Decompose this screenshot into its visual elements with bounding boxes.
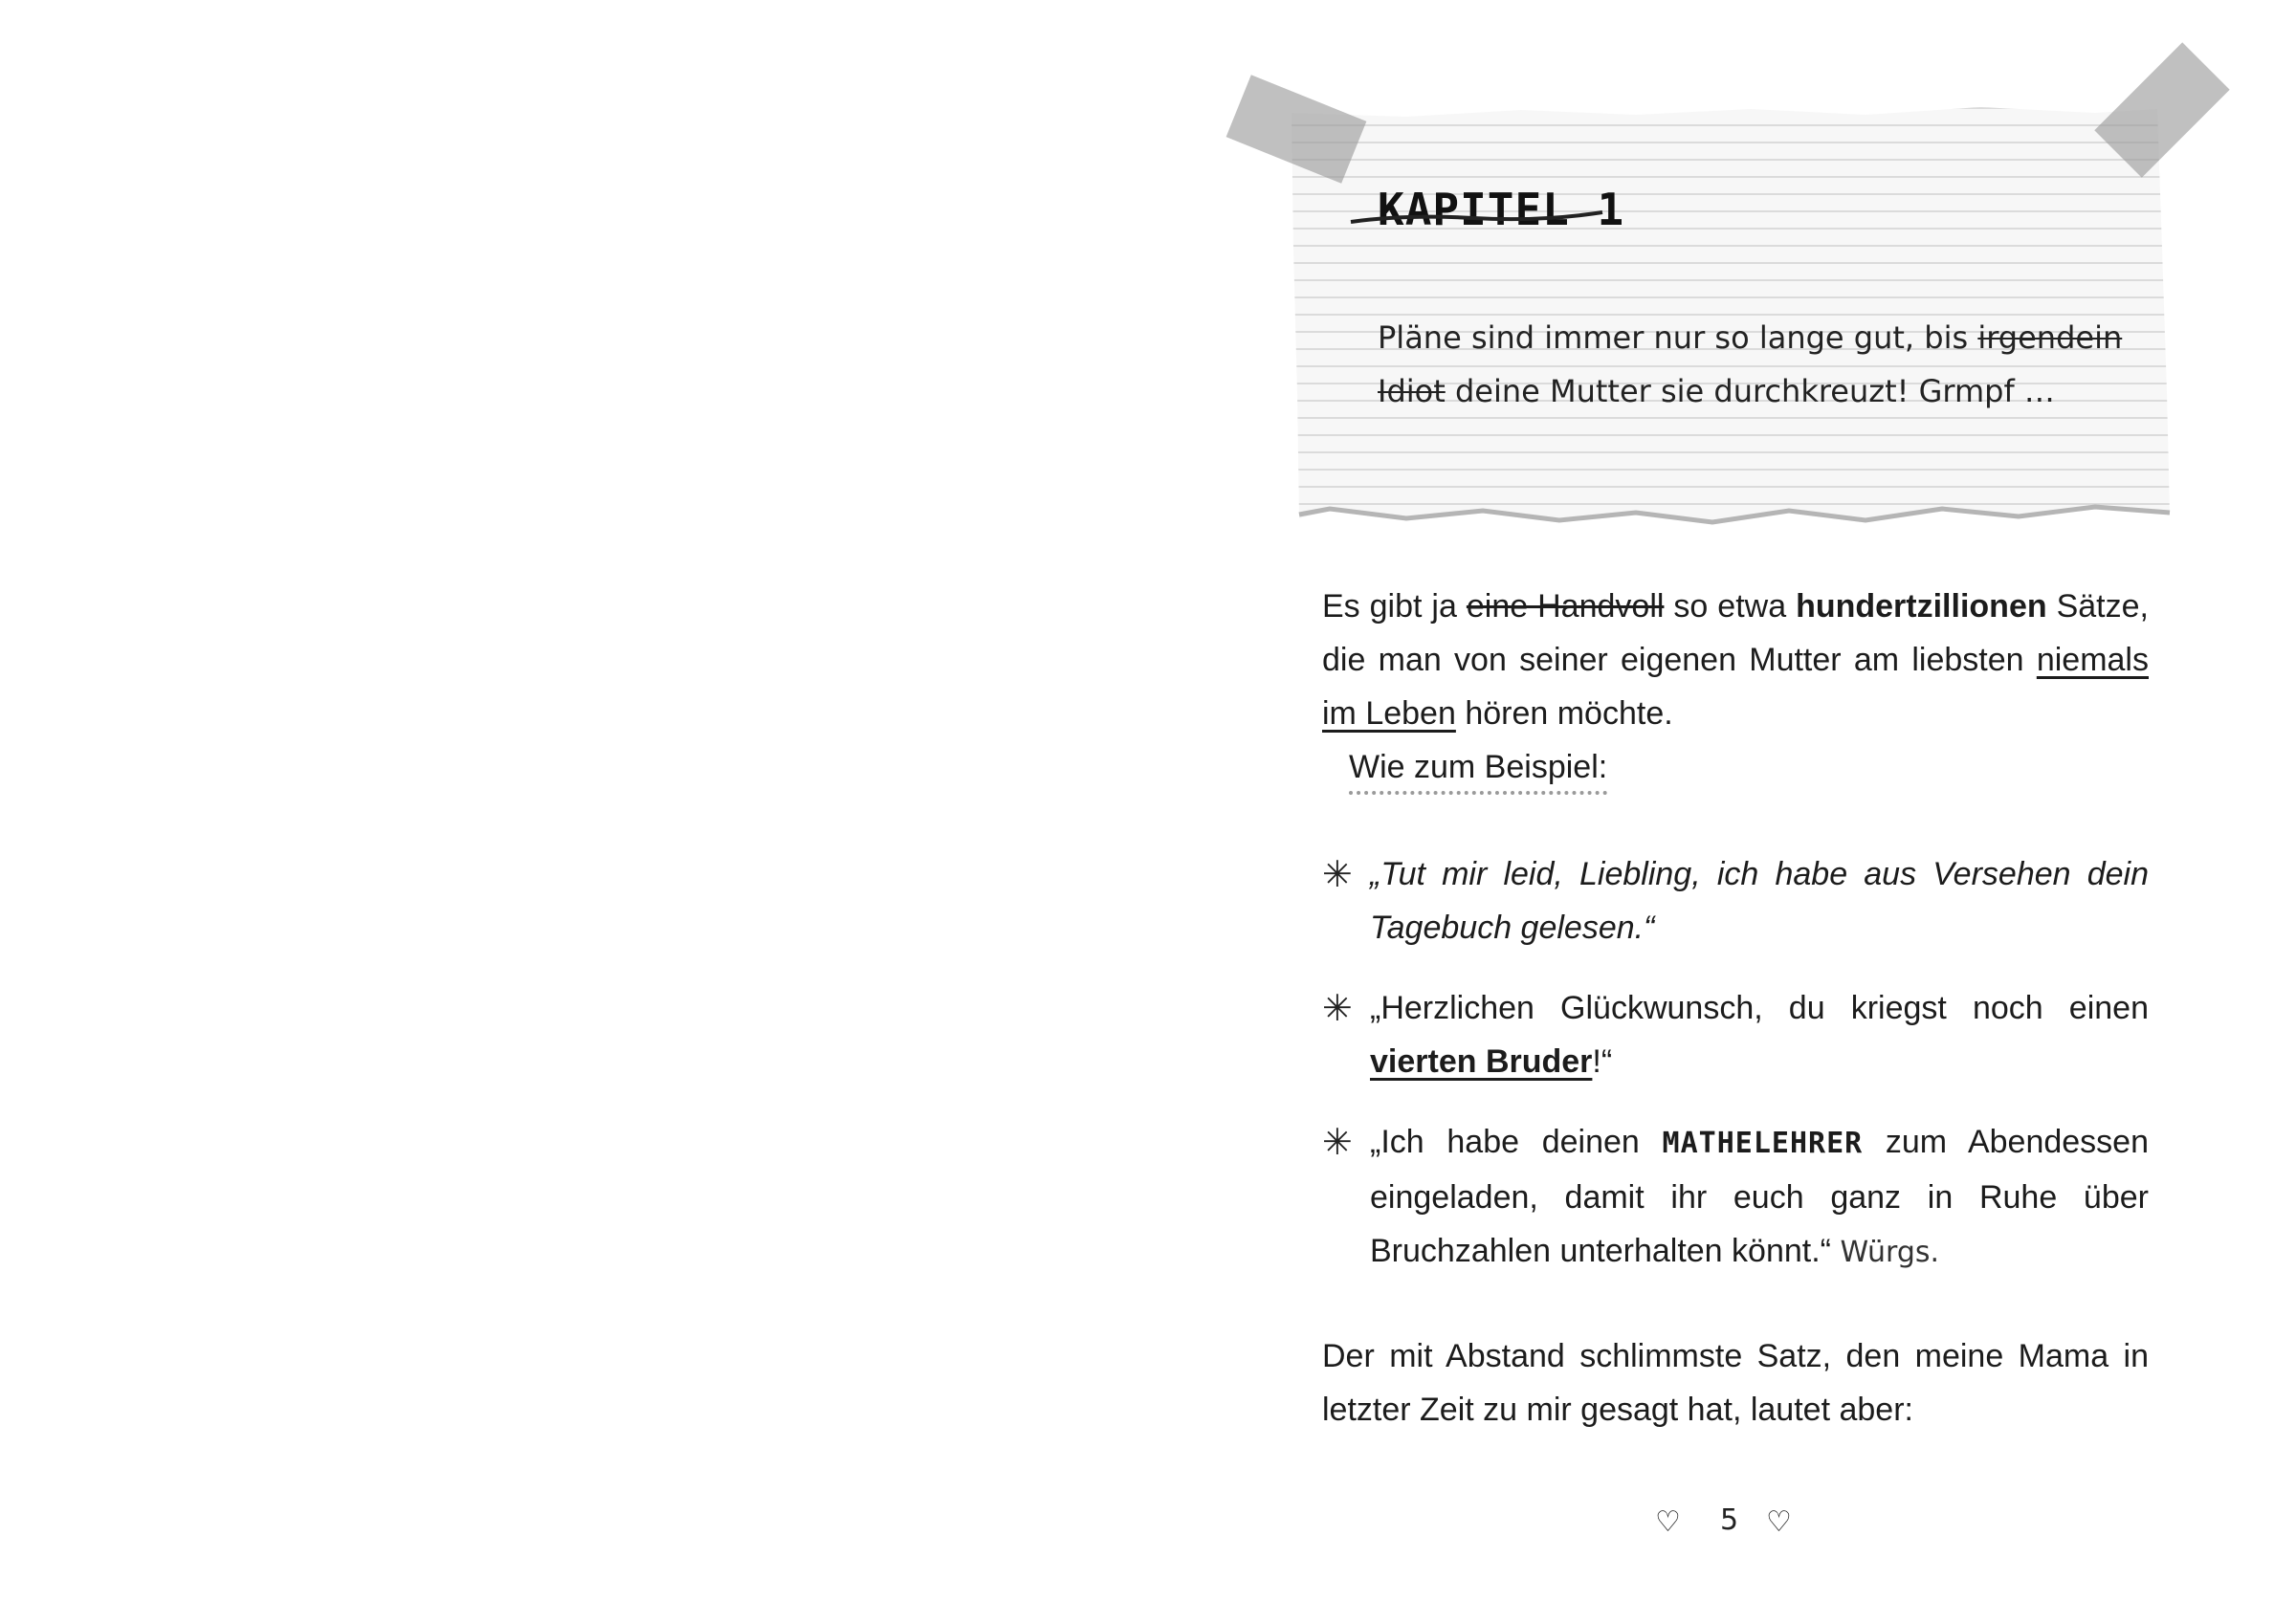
intro-example-line xyxy=(1349,740,2175,794)
bullet-text xyxy=(1370,981,2149,1088)
intro-strikethrough: eine Handvoll xyxy=(1466,588,1665,625)
star-icon: ✳ xyxy=(1322,987,1353,1029)
page-footer xyxy=(1655,1502,1808,1540)
chapter-scribble-line xyxy=(1349,208,1607,228)
intro-text-d: hören möchte. xyxy=(1455,695,1673,732)
handwritten-remark: Würgs. xyxy=(1840,1236,1940,1269)
chapter-heading: KAPITEL 1 xyxy=(1378,184,1625,235)
intro-text-a: Es gibt ja xyxy=(1322,588,1467,625)
bullet-underline-bold: vierten Bruder xyxy=(1370,1043,1593,1080)
intro-paragraph xyxy=(1322,580,2149,740)
notebook-paper-note xyxy=(1234,57,2181,555)
outro-paragraph: Der mit Abstand schlimmste Satz, den meine Mama in letzter Zeit zu mir gesagt hat, lautet aber: xyxy=(1322,1338,2149,1428)
bullet-text: „Tut mir leid, Liebling, ich habe aus Versehen dein Tagebuch gelesen.“ xyxy=(1370,856,2149,946)
heart-icon: ♡ xyxy=(1655,1505,1681,1539)
bullet-item-diary xyxy=(1322,847,2149,954)
heart-icon: ♡ xyxy=(1766,1505,1792,1539)
bullet-text-b: zum Abendessen eingeladen, damit ihr euch ganz in Ruhe über Bruchzahlen unterhalten könnt.“ xyxy=(1370,1124,2149,1269)
intro-bold: hundertzillionen xyxy=(1796,588,2047,625)
bullet-text xyxy=(1370,1115,2149,1280)
bullet-label-mathteacher: MATHELEHRER xyxy=(1662,1127,1864,1160)
bullet-text-a: „Herzlichen Glückwunsch, du kriegst noch einen xyxy=(1370,990,2149,1026)
note-text-strikethrough: irgendein Idiot xyxy=(1378,319,2123,409)
bullet-text-b: !“ xyxy=(1592,1043,1613,1080)
intro-text-b: so etwa xyxy=(1664,588,1797,625)
bullet-item-brother xyxy=(1322,981,2149,1088)
bullet-item-teacher xyxy=(1322,1115,2149,1280)
example-heading: Wie zum Beispiel: xyxy=(1349,749,1607,795)
intro-text-c: Sätze, die man von seiner eigenen Mutter am liebsten xyxy=(1322,588,2149,678)
page-number: 5 xyxy=(1720,1503,1739,1537)
bullet-text-a: „Ich habe deinen xyxy=(1370,1124,1663,1160)
note-text-part1: Pläne sind immer nur so lange gut, bis xyxy=(1378,319,1978,356)
note-text-part2: deine Mutter sie durchkreuzt! Grmpf … xyxy=(1445,373,2055,409)
intro-underline: niemals im Leben xyxy=(1322,642,2149,732)
star-icon: ✳ xyxy=(1322,853,1353,895)
note-text xyxy=(1378,311,2143,418)
lined-paper-graphic xyxy=(1234,57,2181,555)
star-icon: ✳ xyxy=(1322,1121,1353,1163)
